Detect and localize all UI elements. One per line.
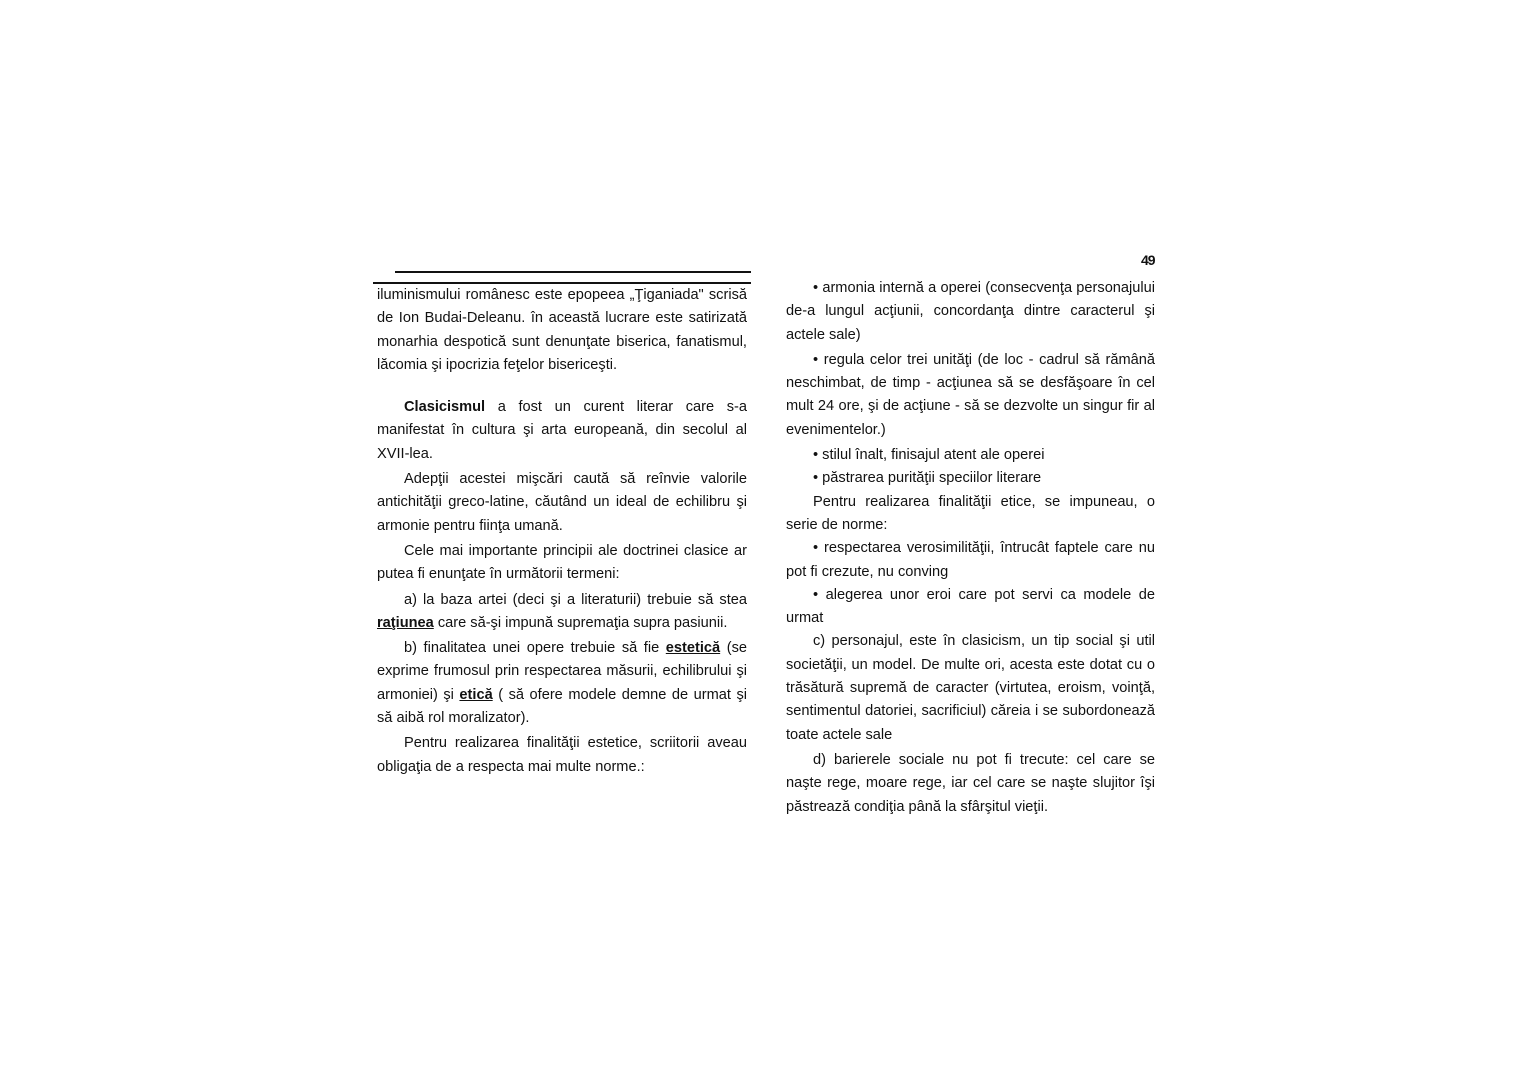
bullet-verosimilitate: • respectarea verosimilităţii, întrucât faptele care nu pot fi crezute, nu conving (786, 540, 1155, 580)
paragraph-principle-d: d) barierele sociale nu pot fi trecute: cel care se naşte rege, moare rege, iar cel care se naşte slujitor îşi păstrează condiţia până la sfârşitul vieţii. (786, 751, 1155, 815)
bullet-stilul-inalt: • stilul înalt, finisajul atent ale operei (813, 447, 1045, 464)
paragraph-iluminism: iluminismului românesc este epopeea „Ţiganiada" scrisă de Ion Budai-Deleanu. în această lucrare este satirizată monarhia despotică sunt denunţate biserica, fanatismul, lăcomia şi ipocrizia feţelor bisericeşti. (377, 287, 747, 373)
term-estetica: estetică (665, 640, 721, 657)
bullet-eroi-modele: • alegerea unor eroi care pot servi ca modele de urmat (786, 586, 1155, 627)
paragraph-principle-a (377, 589, 747, 636)
paragraph-principle-b (377, 637, 747, 730)
left-column (377, 284, 747, 779)
bullet-puritatea-speciilor: • păstrarea purităţii speciilor literare (813, 470, 1042, 487)
paragraph-text: care să-şi impună supremaţia supra pasiunii. (433, 614, 728, 631)
paragraph-adepti: Adepţii acestei mişcări caută să reînvie valorile antichităţii greco-latine, căutând un ideal de echilibru şi armonie pentru fiinţa umană. (377, 471, 747, 534)
paragraph-text: ( să ofere modele demne de urmat şi să aibă rol moralizator). (377, 686, 747, 727)
bullet-armonia-interna: • armonia internă a operei (consecvenţa personajului de-a lungul acţiunii, concordanţa dintre caracterul şi actele sale) (786, 280, 1155, 343)
paragraph-principii: Cele mai importante principii ale doctrinei clasice ar putea fi enunţate în următorii termeni: (377, 542, 747, 583)
term-clasicismul: Clasicismul (404, 399, 486, 416)
term-ratiunea: raţiunea (377, 614, 434, 631)
right-column (786, 277, 1155, 819)
paragraph-clasicism-definition (377, 396, 747, 466)
paragraph-text: a fost un curent literar care s-a manifestat în cultura şi arta europeană, din secolul al XVII-lea. (377, 399, 747, 462)
paragraph-text: b) finalitatea unei opere trebuie să fie (404, 640, 666, 657)
header-rule-top (395, 271, 751, 273)
paragraph-text: a) la baza artei (deci şi a literaturii) trebuie să stea (404, 591, 747, 608)
paragraph-principle-c: c) personajul, este în clasicism, un tip social şi util societăţii, un model. De multe ori, acesta este dotat cu o trăsătură supremă de caracter (virtutea, eroism, voinţă, sentimentul datoriei, sacrificiul) căreia i se subordonează toate actele sale (786, 633, 1155, 743)
paragraph-text: (se exprime frumosul prin respectarea măsurii, echilibrului şi armoniei) şi (377, 640, 747, 703)
page-number: 49 (1141, 252, 1155, 268)
paragraph-norme-etice: Pentru realizarea finalităţii etice, se impuneau, o serie de norme: (786, 493, 1155, 533)
term-etica: etică (459, 686, 493, 703)
paragraph-norme-estetice: Pentru realizarea finalităţii estetice, scriitorii aveau obligaţia de a respecta mai multe norme.: (377, 735, 747, 775)
bullet-trei-unitati: • regula celor trei unităţi (de loc - cadrul să rămână neschimbat, de timp - acţiunea să se desfăşoare în cel mult 24 ore, şi de acţiune - să se dezvolte un singur fir al evenimentelor.) (786, 351, 1155, 438)
